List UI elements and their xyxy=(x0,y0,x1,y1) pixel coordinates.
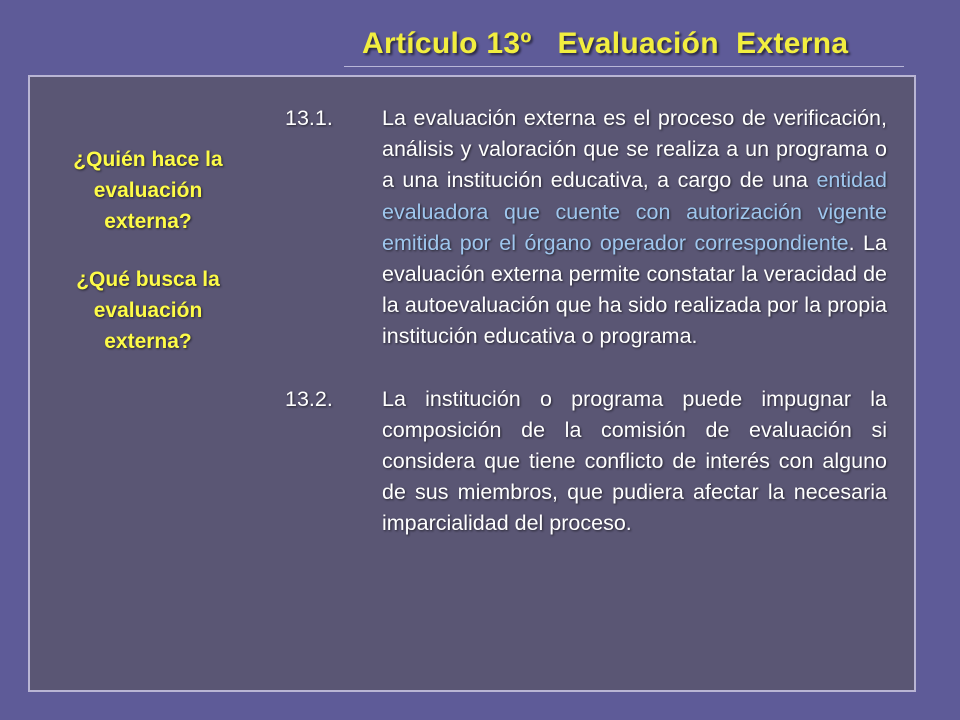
slide-title-text: Artículo 13º Evaluación Externa xyxy=(362,27,849,60)
paragraph-13-1 xyxy=(285,103,887,353)
slide-title xyxy=(344,24,904,67)
paragraph-number: 13.1. xyxy=(285,106,333,130)
paragraph-text: La evaluación externa es el proceso de verificación, análisis y valoración que se realiza a un programa o a una institución educativa, a cargo de una xyxy=(382,106,887,193)
questions-column xyxy=(48,144,248,357)
paragraph-text: La institución o programa puede impugnar la composición de la comisión de evaluación si considera que tiene conflicto de interés con alguno de sus miembros, que pudiera afectar la necesaria imparcialidad del proceso. xyxy=(382,386,887,536)
highlighted-text: entidad evaluadora que cuente con autorización vigente emitida por el órgano operador correspondiente xyxy=(382,168,887,255)
question-what: ¿Qué busca la evaluación externa? xyxy=(76,268,220,353)
paragraph-text-end: . La evaluación externa permite constatar la veracidad de la autoevaluación que ha sido realizada por la propia institución educativa o programa. xyxy=(382,230,887,349)
paragraph-number: 13.2. xyxy=(285,386,333,411)
content-panel xyxy=(28,75,916,692)
question-who: ¿Quién hace la evaluación externa? xyxy=(73,148,223,233)
article-text xyxy=(285,103,887,540)
paragraph-13-2 xyxy=(285,384,887,540)
